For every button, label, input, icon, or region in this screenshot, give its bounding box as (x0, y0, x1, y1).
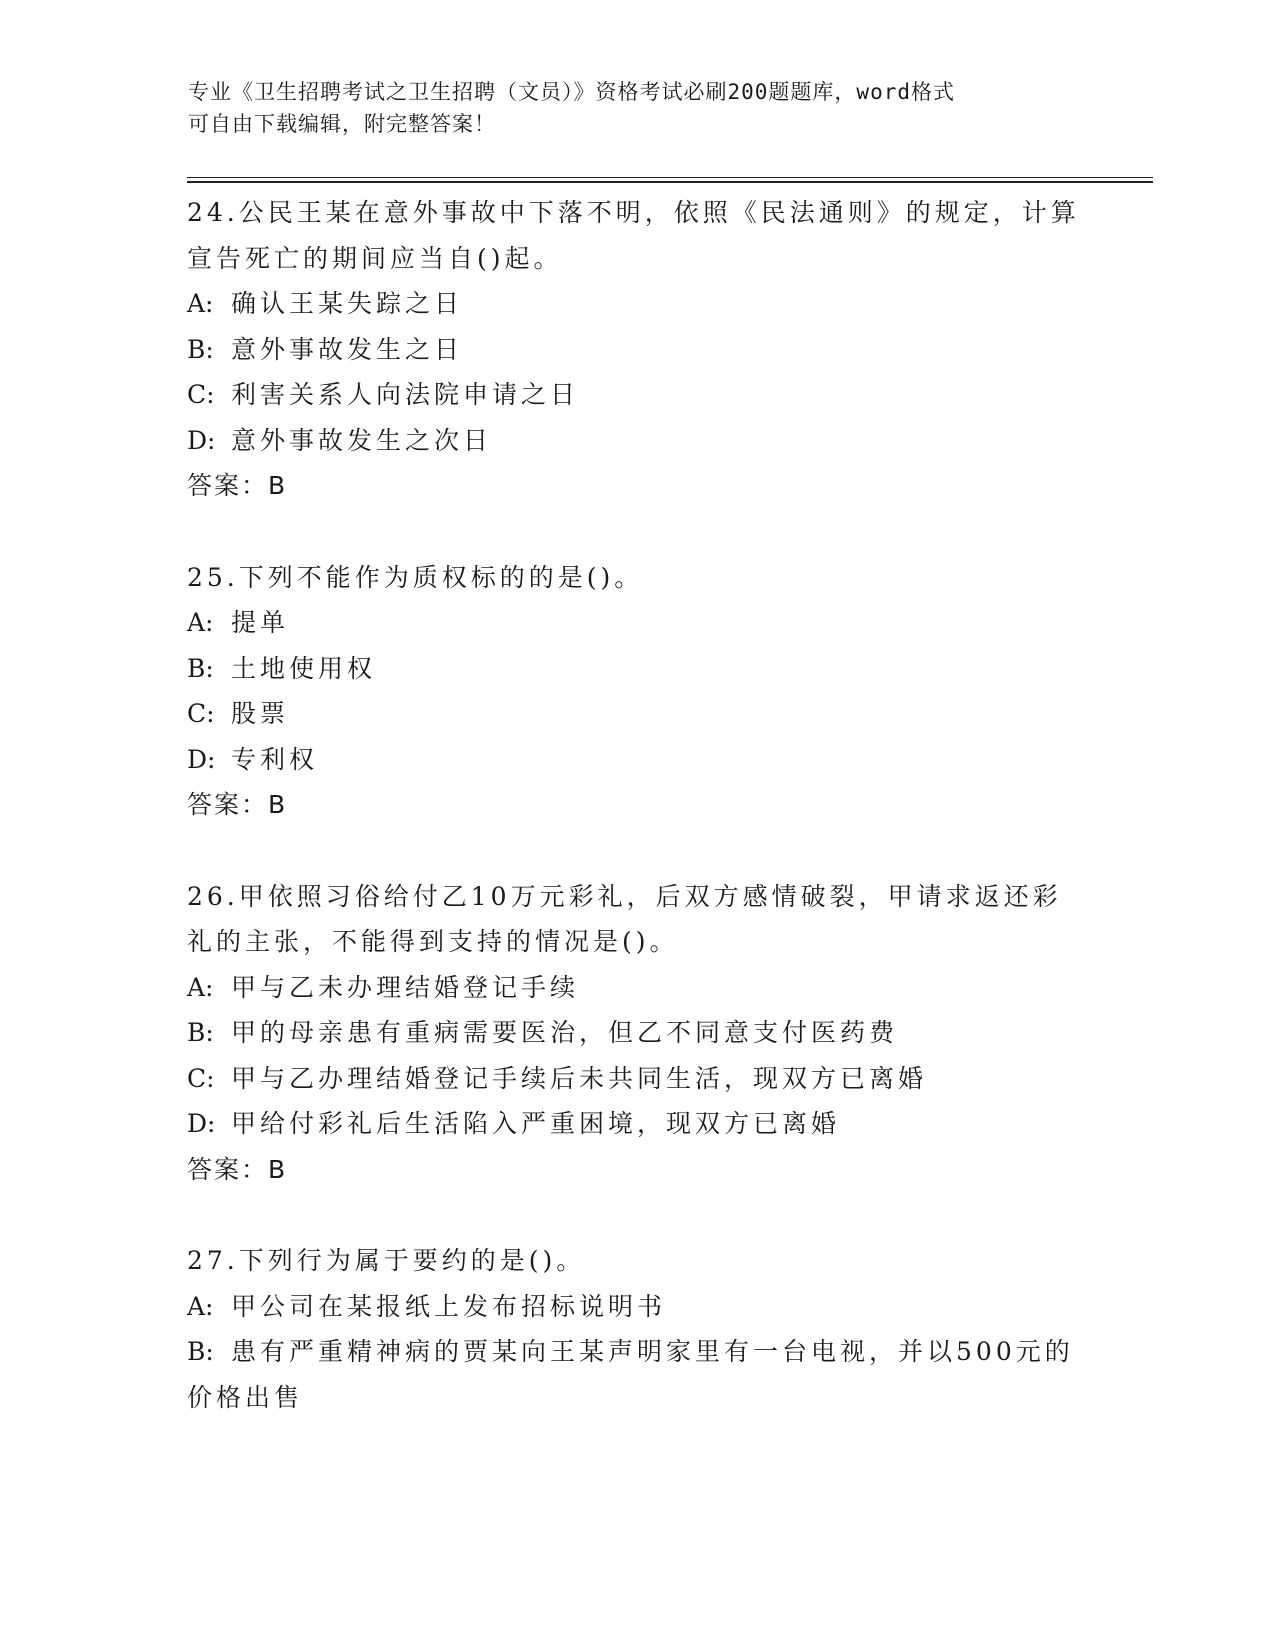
spacer (187, 828, 1077, 874)
option-a (187, 965, 1077, 1011)
option-b (187, 646, 1077, 692)
option-b (187, 1010, 1077, 1056)
option-c (187, 372, 1077, 418)
option-label: D: (187, 1109, 216, 1138)
option-text: 意外事故发生之次日 (231, 425, 493, 455)
option-label: C: (187, 1063, 215, 1093)
question-list (187, 190, 1080, 1420)
option-a (187, 281, 1077, 327)
spacer (187, 1192, 1077, 1238)
question-text: 27.下列行为属于要约的是()。 (187, 1246, 586, 1275)
option-text: 专利权 (231, 744, 319, 774)
question-26 (187, 874, 1077, 1193)
option-text: 甲给付彩礼后生活陷入严重困境，现双方已离婚 (231, 1109, 841, 1138)
option-a (187, 1284, 1077, 1330)
header-line-2: 可自由下载编辑，附完整答案！ (188, 112, 496, 136)
spacer (187, 509, 1077, 555)
question-text: 24.公民王某在意外事故中下落不明，依照《民法通则》的规定，计算 (187, 198, 1080, 227)
option-label: B: (187, 653, 214, 683)
option-text: 甲与乙办理结婚登记手续后未共同生活，现双方已离婚 (231, 1063, 928, 1093)
header-divider-thick (187, 181, 1153, 183)
option-text: 确认王某失踪之日 (231, 289, 464, 318)
answer-line: 答案：B (187, 790, 288, 819)
option-label: C: (187, 699, 215, 728)
option-text: 甲与乙未办理结婚登记手续 (231, 972, 580, 1002)
option-label: A: (187, 608, 214, 637)
option-text: 甲公司在某报纸上发布招标说明书 (231, 1291, 667, 1321)
option-label: D: (187, 744, 216, 774)
option-label: A: (187, 972, 214, 1002)
option-b (187, 1329, 1077, 1375)
option-text: 意外事故发生之日 (231, 334, 464, 364)
question-text: 26.甲依照习俗给付乙10万元彩礼，后双方感情破裂，甲请求返还彩 (187, 881, 1062, 911)
option-d (187, 1101, 1077, 1147)
question-text: 宣告死亡的期间应当自()起。 (187, 243, 563, 273)
document-header (188, 76, 1068, 140)
option-c (187, 1056, 1077, 1102)
option-text: 股票 (231, 699, 290, 728)
option-text: 利害关系人向法院申请之日 (231, 380, 580, 409)
header-line-1: 专业《卫生招聘考试之卫生招聘（文员）》资格考试必刷200题题库，word格式 (188, 80, 955, 104)
question-27 (187, 1238, 1077, 1420)
option-label: C: (187, 380, 215, 409)
question-25 (187, 555, 1077, 828)
option-d (187, 418, 1077, 464)
option-label: A: (187, 1291, 214, 1321)
option-label: A: (187, 289, 214, 318)
option-continuation: 价格出售 (187, 1382, 304, 1412)
question-24 (187, 190, 1080, 509)
option-b (187, 327, 1077, 373)
option-text: 甲的母亲患有重病需要医治，但乙不同意支付医药费 (231, 1018, 899, 1047)
option-label: B: (187, 1337, 214, 1366)
option-label: B: (187, 334, 214, 364)
option-c (187, 691, 1077, 737)
option-label: B: (187, 1018, 214, 1047)
option-a (187, 600, 1077, 646)
header-divider-thin (187, 177, 1153, 178)
option-text: 提单 (231, 608, 290, 637)
option-label: D: (187, 425, 216, 455)
option-text: 患有严重精神病的贾某向王某声明家里有一台电视，并以500元的 (231, 1337, 1074, 1366)
option-d (187, 737, 1077, 783)
answer-line: 答案：B (187, 471, 288, 500)
option-text: 土地使用权 (231, 653, 377, 683)
answer-line: 答案：B (187, 1154, 288, 1184)
question-text: 礼的主张，不能得到支持的情况是()。 (187, 927, 679, 956)
question-text: 25.下列不能作为质权标的的是()。 (187, 562, 644, 592)
